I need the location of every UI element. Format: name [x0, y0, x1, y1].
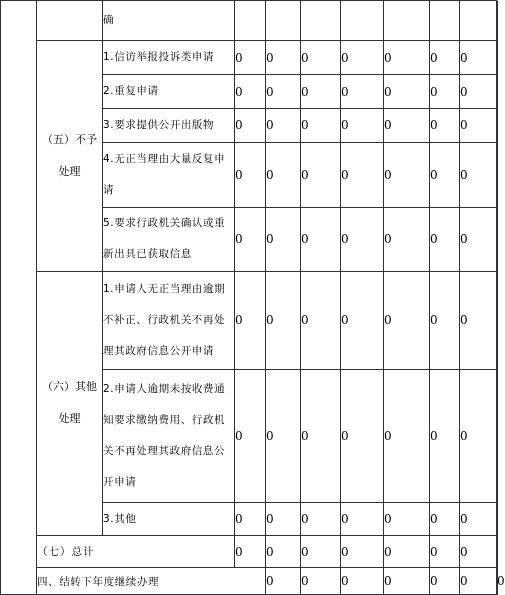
- value-cell: 0: [341, 75, 384, 109]
- value-cell: 0: [301, 369, 341, 502]
- value-cell: 0: [235, 108, 266, 142]
- row-label: 2.申请人逾期未按收费通知要求缴纳费用、行政机关不再处理其政府信息公开申请: [103, 369, 235, 502]
- value-cell: [460, 1, 497, 41]
- row-label: 2.重复申请: [103, 75, 235, 109]
- value-cell: 0: [384, 369, 430, 502]
- value-cell: 0: [430, 503, 460, 536]
- value-cell: 0: [235, 207, 266, 271]
- value-cell: 0: [430, 568, 460, 595]
- value-cell: 0: [460, 568, 497, 595]
- value-cell: 0: [430, 75, 460, 109]
- table-row: 四、结转下年度继续办理 0 0 0 0 0 0 0: [1, 568, 497, 595]
- value-cell: 0: [266, 40, 301, 75]
- value-cell: 0: [460, 108, 497, 142]
- value-cell: 0: [384, 503, 430, 536]
- value-cell: 0: [460, 271, 497, 369]
- value-cell: 0: [460, 535, 497, 568]
- value-cell: 0: [341, 369, 384, 502]
- value-cell: 0: [266, 568, 301, 595]
- value-cell: 0: [460, 40, 497, 75]
- value-cell: 0: [266, 503, 301, 536]
- table-row: [1, 1, 497, 41]
- value-cell: 0: [384, 142, 430, 207]
- group-label-line: （六）其他: [42, 380, 97, 394]
- value-cell: 0: [384, 271, 430, 369]
- value-cell: 0: [235, 369, 266, 502]
- value-cell: 0: [266, 142, 301, 207]
- row-label: 5.要求行政机关确认或重新出具已获取信息: [103, 207, 235, 271]
- value-cell: 0: [301, 40, 341, 75]
- value-cell: 0: [430, 40, 460, 75]
- carryover-label: 四、结转下年度继续办理: [37, 568, 266, 595]
- group-label-line: 处理: [58, 164, 81, 178]
- row-label: 3.要求提供公开出版物: [103, 108, 235, 142]
- value-cell: 0: [301, 207, 341, 271]
- table-row: [1, 271, 497, 369]
- value-cell: 0: [301, 271, 341, 369]
- group-label-other-processing: [37, 271, 103, 535]
- value-cell: 0: [301, 108, 341, 142]
- value-cell: 0: [384, 535, 430, 568]
- value-cell: 0: [384, 75, 430, 109]
- value-cell: 0: [384, 568, 430, 595]
- value-cell: 0: [384, 207, 430, 271]
- value-cell: [341, 1, 384, 41]
- value-cell: 0: [384, 40, 430, 75]
- value-cell: 0: [460, 142, 497, 207]
- group-label-line: 处理: [58, 412, 81, 426]
- value-cell: 0: [341, 503, 384, 536]
- value-cell: 0: [341, 535, 384, 568]
- value-cell: 0: [460, 503, 497, 536]
- group-label-line: （五）不予: [42, 132, 97, 146]
- value-cell: 0: [341, 142, 384, 207]
- total-label: （七）总计: [37, 535, 235, 568]
- value-cell: 0: [301, 535, 341, 568]
- value-cell: 0: [235, 503, 266, 536]
- value-cell: 0: [301, 568, 341, 595]
- value-cell: 0: [341, 568, 384, 595]
- value-cell: 0: [235, 535, 266, 568]
- value-cell: 0: [266, 535, 301, 568]
- value-cell: [235, 1, 266, 41]
- value-cell: 0: [266, 108, 301, 142]
- value-cell: 0: [341, 207, 384, 271]
- table-row: [1, 535, 497, 568]
- value-cell: 0: [341, 108, 384, 142]
- value-cell: 0: [301, 503, 341, 536]
- row-label: 3.其他: [103, 503, 235, 536]
- value-cell: 0: [235, 142, 266, 207]
- value-cell: [301, 1, 341, 41]
- value-cell: 0: [266, 271, 301, 369]
- value-cell: [266, 1, 301, 41]
- value-cell: 0: [266, 207, 301, 271]
- value-cell: 0: [430, 535, 460, 568]
- value-cell: 0: [460, 369, 497, 502]
- row-label: 确: [103, 1, 235, 41]
- value-cell: 0: [384, 108, 430, 142]
- value-cell: 0: [460, 207, 497, 271]
- group-label-no-processing: [37, 40, 103, 271]
- value-cell: 0: [460, 75, 497, 109]
- value-cell: 0: [430, 369, 460, 502]
- row-label: 4.无正当理由大量反复申请: [103, 142, 235, 207]
- value-cell: 0: [235, 271, 266, 369]
- value-cell: 0: [301, 75, 341, 109]
- row-label: 1.信访举报投诉类申请: [103, 40, 235, 75]
- value-cell: 0: [430, 207, 460, 271]
- value-cell: 0: [341, 271, 384, 369]
- value-cell: 0: [430, 271, 460, 369]
- left-margin-cell: [1, 1, 37, 595]
- value-cell: 0: [266, 75, 301, 109]
- value-cell: 0: [430, 142, 460, 207]
- group-cell-empty: [37, 1, 103, 41]
- table-row: [1, 40, 497, 75]
- value-cell: 0: [341, 40, 384, 75]
- value-cell: 0: [235, 75, 266, 109]
- value-cell: 0: [266, 369, 301, 502]
- value-cell: 0: [235, 40, 266, 75]
- value-cell: [430, 1, 460, 41]
- value-cell: 0: [301, 142, 341, 207]
- row-label: 1.申请人无正当理由逾期不补正、行政机关不再处理其政府信息公开申请: [103, 271, 235, 369]
- value-cell: [384, 1, 430, 41]
- value-cell: 0: [430, 108, 460, 142]
